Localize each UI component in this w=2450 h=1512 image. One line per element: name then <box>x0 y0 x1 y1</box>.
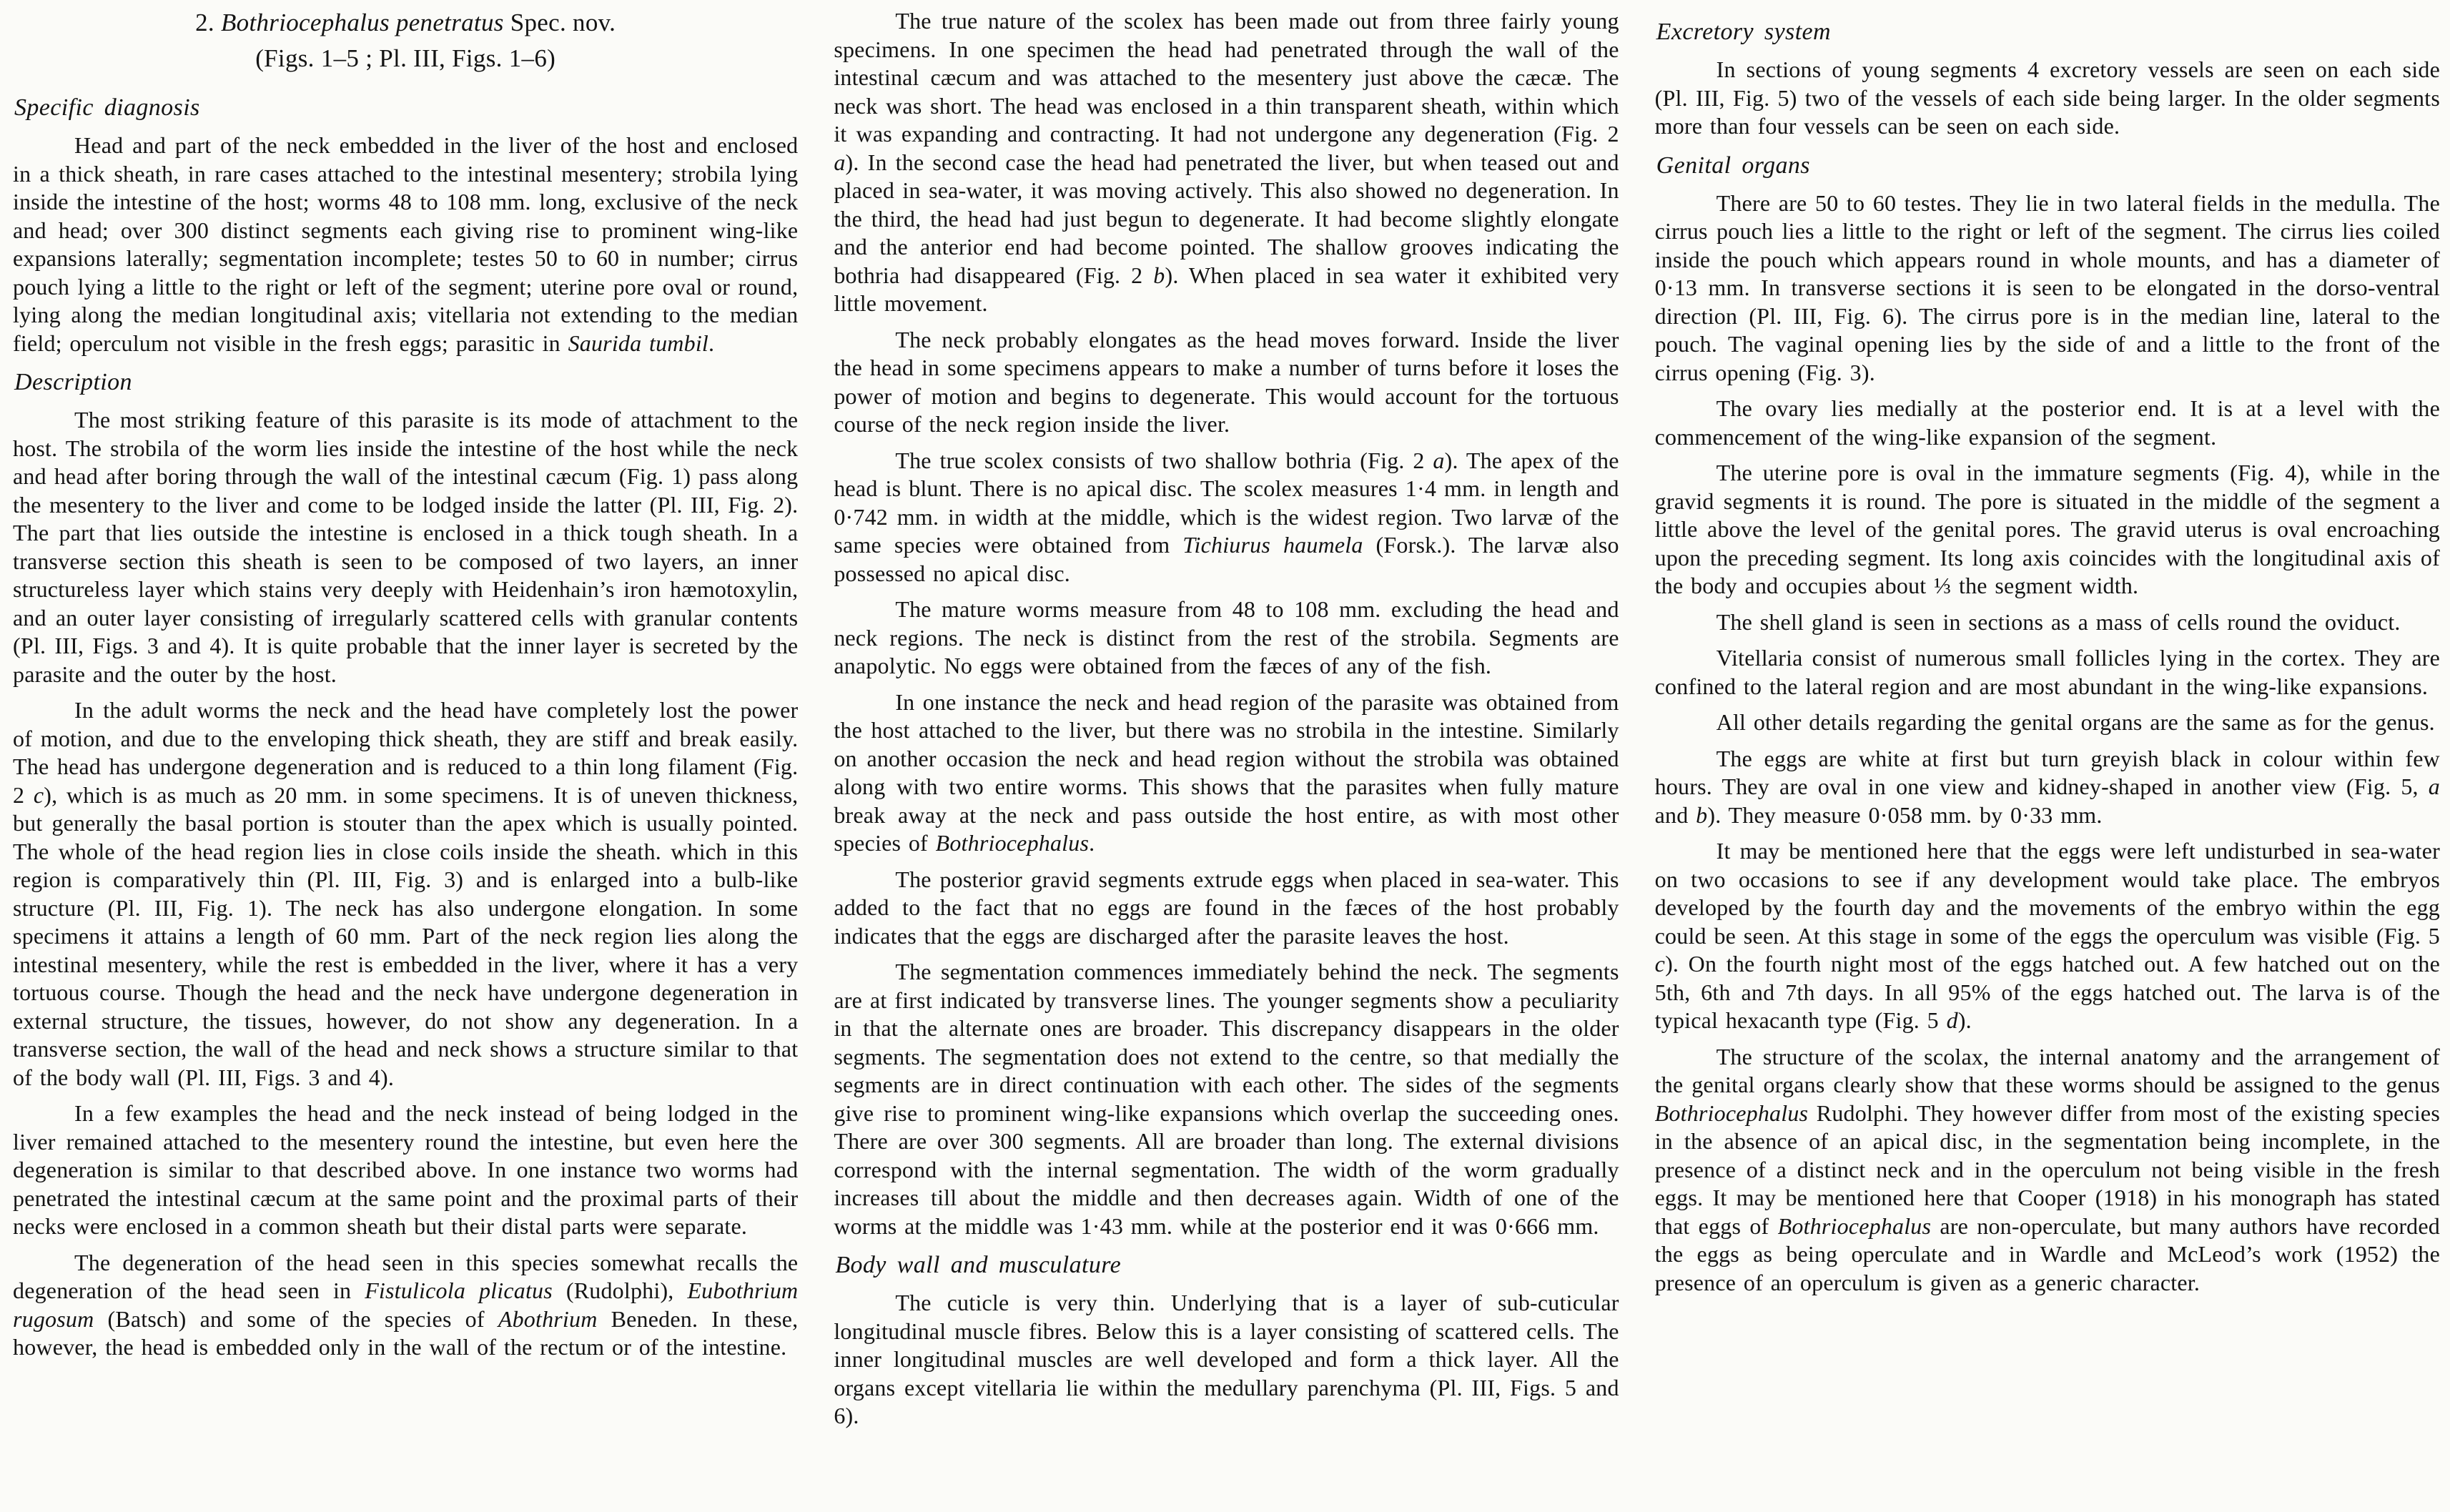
paragraph: Vitellaria consist of numerous small follicles lying in the cortex. They are confined to the lateral region and are most abundant in the wing-like expansions. <box>1654 645 2440 699</box>
paragraph: It may be mentioned here that the eggs were left undisturbed in sea-water on two occasions to see if any development would take place. The embryos developed by the fourth day and the movements of the embryo within the egg could be seen. At this stage in some of the eggs the operculum was visible (Fig. 5 c). On the fourth night most of the eggs hatched out. A few hatched out on the 5th, 6th and 7th days. In all 95% of the eggs hatched out. The larva is of the typical hexacanth type (Fig. 5 d). <box>1654 838 2440 1033</box>
paragraph: The structure of the scolax, the internal anatomy and the arrangement of the genital organs clearly show that these worms should be assigned to the genus Bothriocephalus Rudolphi. They however differ from most of the existing species in the absence of an apical disc, in the segmentation being incomplete, in the presence of a distinct neck and in the operculum not being visible in the fresh eggs. It may be mentioned here that Cooper (1918) in his monograph has stated that eggs of Bothriocephalus are non-operculate, but many authors have recorded the eggs as being operculate and in Wardle and McLeod’s work (1952) the presence of an operculum is given as a generic character. <box>1654 1043 2440 1295</box>
figures-caption: (Figs. 1–5 ; Pl. III, Figs. 1–6) <box>255 44 556 72</box>
section-heading: Description <box>14 369 132 395</box>
paragraph: The segmentation commences immediately behind the neck. The segments are at first indicated by transverse lines. The younger segments show a peculiarity in that the alternate ones are broader. This discrepancy disappears in the older segments. The segmentation does not extend to the centre, so that medially the segments are in direct continuation with each other. The sides of the segments give rise to prominent wing-like expansions which overlap the succeeding ones. There are over 300 segments. All are broader than long. The external divisions correspond with the internal segmentation. The width of the worm gradually increases till about the middle and then decreases again. Width of one of the worms at the middle was 1·43 mm. while at the posterior end it was 0·666 mm. <box>834 959 1619 1239</box>
paragraph: The mature worms measure from 48 to 108 mm. excluding the head and neck regions. The neck is distinct from the rest of the strobila. Segments are anapolytic. No eggs were obtained from the fæces of any of the fish. <box>834 596 1619 678</box>
column-middle <box>834 7 1619 1512</box>
section-heading: Body wall and musculature <box>835 1252 1122 1278</box>
section-heading: Excretory system <box>1656 19 1831 45</box>
paragraph: The posterior gravid segments extrude eggs when placed in sea-water. This added to the fact that no eggs are found in the fæces of the host probably indicates that the eggs are discharged after the parasite leaves the host. <box>834 866 1619 949</box>
section-heading: Genital organs <box>1656 152 1810 179</box>
paragraph: The cuticle is very thin. Underlying that is a layer of sub-cuticular longitudinal muscle fibres. Below this is a layer consisting of scattered cells. The inner longitudinal muscles are well developed and form a thick layer. All the organs except vitellaria lie within the medullary parenchyma (Pl. III, Figs. 5 and 6). <box>834 1290 1619 1428</box>
paragraph: There are 50 to 60 testes. They lie in two lateral fields in the medulla. The cirrus pouch lies a little to the right or left of the segment. The cirrus lies coiled inside the pouch which appears round in whole mounts, and has a diameter of 0·13 mm. In transverse sections it is seen to be elongated in the dorso-ventral direction (Pl. III, Fig. 6). The cirrus pore is in the median line, lateral to the pouch. The vaginal opening lies by the side of and a little to the front of the cirrus opening (Fig. 3). <box>1654 189 2440 385</box>
paragraph: The eggs are white at first but turn greyish black in colour within few hours. They are oval in one view and kidney-shaped in another view (Fig. 5, a and b). They measure 0·058 mm. by 0·33 mm. <box>1654 745 2440 828</box>
paragraph: The neck probably elongates as the head moves forward. Inside the liver the head in some specimens appears to make a number of turns before it loses the power of motion and begins to degenerate. This would account for the tortuous course of the neck region inside the liver. <box>834 326 1619 437</box>
paragraph: The uterine pore is oval in the immature segments (Fig. 4), while in the gravid segments it is round. The pore is situated in the middle of the segment a little above the level of the genital pores. The gravid uterus is oval encroaching upon the preceding segment. Its long axis coincides with the longitudinal axis of the body and occupies about ⅓ the segment width. <box>1654 460 2440 598</box>
paragraph: In the adult worms the neck and the head have completely lost the power of motion, and due to the enveloping thick sheath, they are stiff and break easily. The head has undergone degeneration and is reduced to a thin long filament (Fig. 2 c), which is as much as 20 mm. in some specimens. It is of uneven thickness, but generally the basal portion is stouter than the apex which is usually pointed. The whole of the head region lies in close coils inside the sheath. which in this region is comparatively thin (Pl. III, Fig. 3) and is enlarged into a bulb-like structure (Pl. III, Fig. 1). The neck has also undergone elongation. In some specimens it attains a length of 60 mm. Part of the neck region lies along the intestinal mesentery, while the rest is embedded in the liver, where it has a very tortuous course. Though the head and the neck have undergone degeneration in external structure, the tissues, however, do not show any degeneration. In a transverse section, the wall of the head and neck shows a structure similar to that of the body wall (Pl. III, Figs. 3 and 4). <box>13 697 799 1090</box>
paragraph: In one instance the neck and head region of the parasite was obtained from the host attached to the liver, but there was no strobila in the intestine. Similarly on another occasion the neck and head region without the strobila was obtained along with two entire worms. This shows that the parasites when fully mature break away at the neck and pass outside the host entire, as with most other species of Bothriocephalus. <box>834 688 1619 856</box>
paragraph: In sections of young segments 4 excretory vessels are seen on each side (Pl. III, Fig. 5) two of the vessels of each side being larger. In the older segments more than four vessels can be seen on each side. <box>1654 56 2440 139</box>
paragraph: The most striking feature of this parasite is its mode of attachment to the host. The strobila of the worm lies inside the intestine of the host while the neck and head after boring through the wall of the intestinal cæcum (Fig. 1) pass along the mesentery to the liver and come to be lodged inside the latter (Pl. III, Fig. 2). The part that lies outside the intestine is enclosed in a thick tough sheath. In a transverse section this sheath is seen to be composed of two layers, an inner structureless layer which stains very deeply with Heidenhain’s iron hæmotoxylin, and an outer layer consisting of irregularly scattered cells with granular contents (Pl. III, Figs. 3 and 4). It is quite probable that the inner layer is secreted by the parasite and the outer by the host. <box>13 407 799 687</box>
paragraph: The true nature of the scolex has been made out from three fairly young specimens. In one specimen the head had penetrated through the wall of the intestinal cæcum and was attached to the mesentery just above the cæcæ. The neck was short. The head was enclosed in a thin transparent sheath, within which it was expanding and contracting. It had not undergone any degeneration (Fig. 2 a). In the second case the head had penetrated the liver, but when teased out and placed in sea-water, it was moving actively. This also showed no degeneration. In the third, the head had just begun to degenerate. It had become slightly elongate and the anterior end had become pointed. The shallow grooves indicating the bothria had disappeared (Fig. 2 b). When placed in sea water it exhibited very little movement. <box>834 8 1619 316</box>
paragraph: The degeneration of the head seen in this species somewhat recalls the degeneration of the head seen in Fistulicola plicatus (Rudolphi), Eubothrium rugosum (Batsch) and some of the species of Abothrium Beneden. In these, however, the head is embedded only in the wall of the rectum or of the intestine. <box>13 1249 799 1360</box>
section-heading: Specific diagnosis <box>14 94 200 121</box>
column-right <box>1655 7 2440 1512</box>
paragraph: The shell gland is seen in sections as a mass of cells round the oviduct. <box>1716 608 2401 635</box>
paragraph: All other details regarding the genital organs are the same as for the genus. <box>1716 709 2435 735</box>
species-title: 2. Bothriocephalus penetratus Spec. nov. <box>195 9 616 36</box>
paragraph: The ovary lies medially at the posterior end. It is at a level with the commencement of the wing-like expansion of the segment. <box>1654 395 2440 450</box>
paragraph: Head and part of the neck embedded in the liver of the host and enclosed in a thick sheath, in rare cases attached to the intestinal mesentery; strobila lying inside the intestine of the host; worms 48 to 108 mm. long, exclusive of the neck and head; over 300 distinct segments each giving rise to prominent wing-like expansions laterally; segmentation incomplete; testes 50 to 60 in number; cirrus pouch lying a little to the right or left of the segment; uterine pore oval or round, lying along the median longitudinal axis; vitellaria not extending to the median field; operculum not visible in the fresh eggs; parasitic in Saurida tumbil. <box>13 132 799 356</box>
paragraph: In a few examples the head and the neck instead of being lodged in the liver remained attached to the mesentery round the intestine, but even here the degeneration is similar to that described above. In one instance two worms had penetrated the intestinal cæcum at the same point and the proximal parts of their necks were enclosed in a common sheath but their distal parts were separate. <box>13 1100 799 1239</box>
paragraph: The true scolex consists of two shallow bothria (Fig. 2 a). The apex of the head is blunt. There is no apical disc. The scolex measures 1·4 mm. in length and 0·742 mm. in width at the middle, which is the widest region. Two larvæ of the same species were obtained from Tichiurus haumela (Forsk.). The larvæ also possessed no apical disc. <box>834 447 1619 586</box>
column-left <box>13 7 798 1512</box>
